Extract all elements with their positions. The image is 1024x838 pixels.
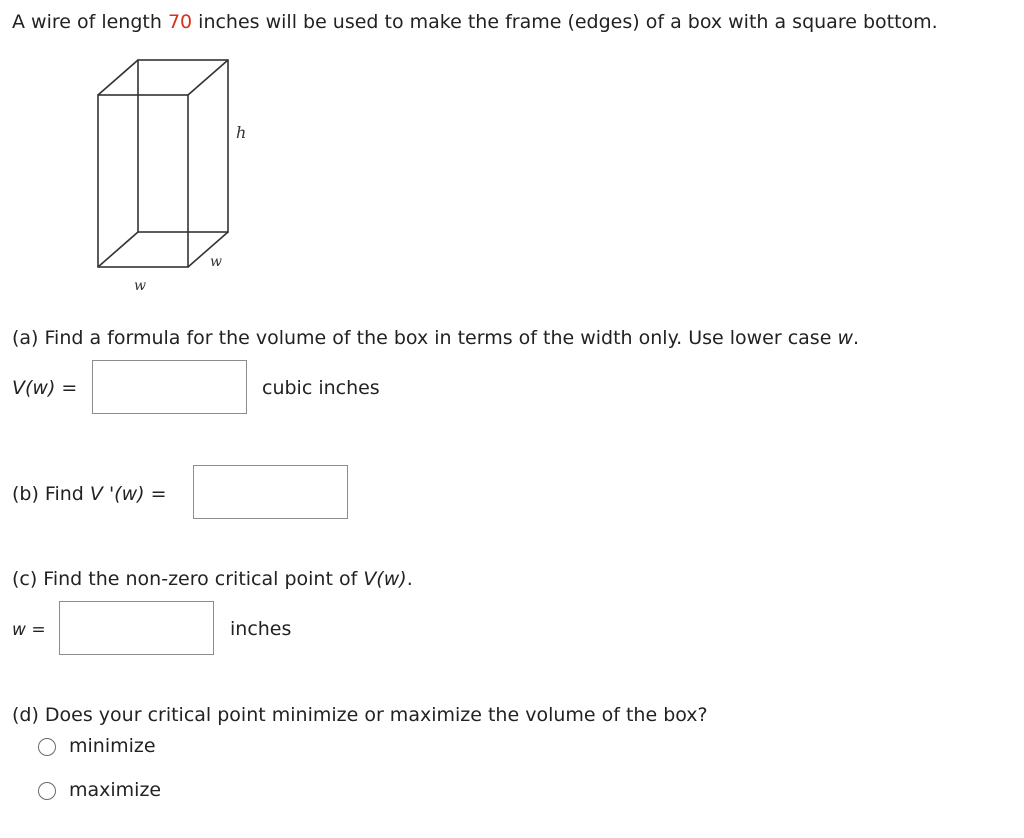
minimize-radio[interactable] — [38, 738, 56, 756]
part-c-function: V(w) — [363, 568, 407, 590]
depth-label: w — [210, 254, 222, 270]
part-c-equals: = — [31, 620, 46, 640]
width-label: w — [134, 278, 146, 294]
intro-text-start: A wire of length — [12, 11, 168, 33]
box-edge-top-right — [188, 60, 228, 95]
part-c-unit: inches — [230, 618, 292, 640]
maximize-label[interactable]: maximize — [69, 779, 162, 801]
height-label: h — [236, 123, 247, 142]
part-c-prompt-end: . — [406, 568, 413, 590]
minimize-label[interactable]: minimize — [69, 735, 156, 757]
intro-text-end: inches will be used to make the frame (edges) of a box with a square bottom. — [192, 11, 938, 33]
part-a-prompt-end: . — [852, 327, 860, 349]
volume-formula-input[interactable] — [92, 360, 247, 414]
box-edge-bottom-right — [188, 232, 228, 267]
part-c-prompt-text: (c) Find the non-zero critical point of — [12, 568, 364, 590]
box-edge-bottom-left — [98, 232, 138, 267]
part-a-unit: cubic inches — [262, 377, 380, 399]
derivative-input[interactable] — [193, 465, 348, 519]
box-edge-top-left — [98, 60, 138, 95]
part-b-equals: = — [150, 483, 167, 505]
box-front-face — [98, 95, 188, 267]
part-b-function: V '(w) — [89, 483, 145, 505]
part-a-function: V(w) — [12, 377, 56, 399]
part-a-prompt — [12, 327, 859, 349]
part-a-lhs — [12, 377, 77, 399]
part-a-variable: w — [837, 327, 853, 349]
part-c-lhs — [12, 620, 46, 640]
maximize-radio[interactable] — [38, 782, 56, 800]
critical-point-input[interactable] — [59, 601, 214, 655]
box-figure — [90, 52, 270, 302]
part-b-prompt-text: (b) Find — [12, 483, 90, 505]
problem-statement — [12, 11, 938, 33]
part-d-prompt: (d) Does your critical point minimize or maximize the volume of the box? — [12, 704, 708, 726]
part-c-variable: w — [12, 620, 26, 640]
part-a-equals: = — [61, 377, 78, 399]
wire-length-value: 70 — [167, 11, 193, 33]
part-b-prompt — [12, 483, 167, 505]
part-c-prompt — [12, 568, 413, 590]
part-a-prompt-text: (a) Find a formula for the volume of the box in terms of the width only. Use lower case — [12, 327, 838, 349]
box-back-face — [138, 60, 228, 232]
